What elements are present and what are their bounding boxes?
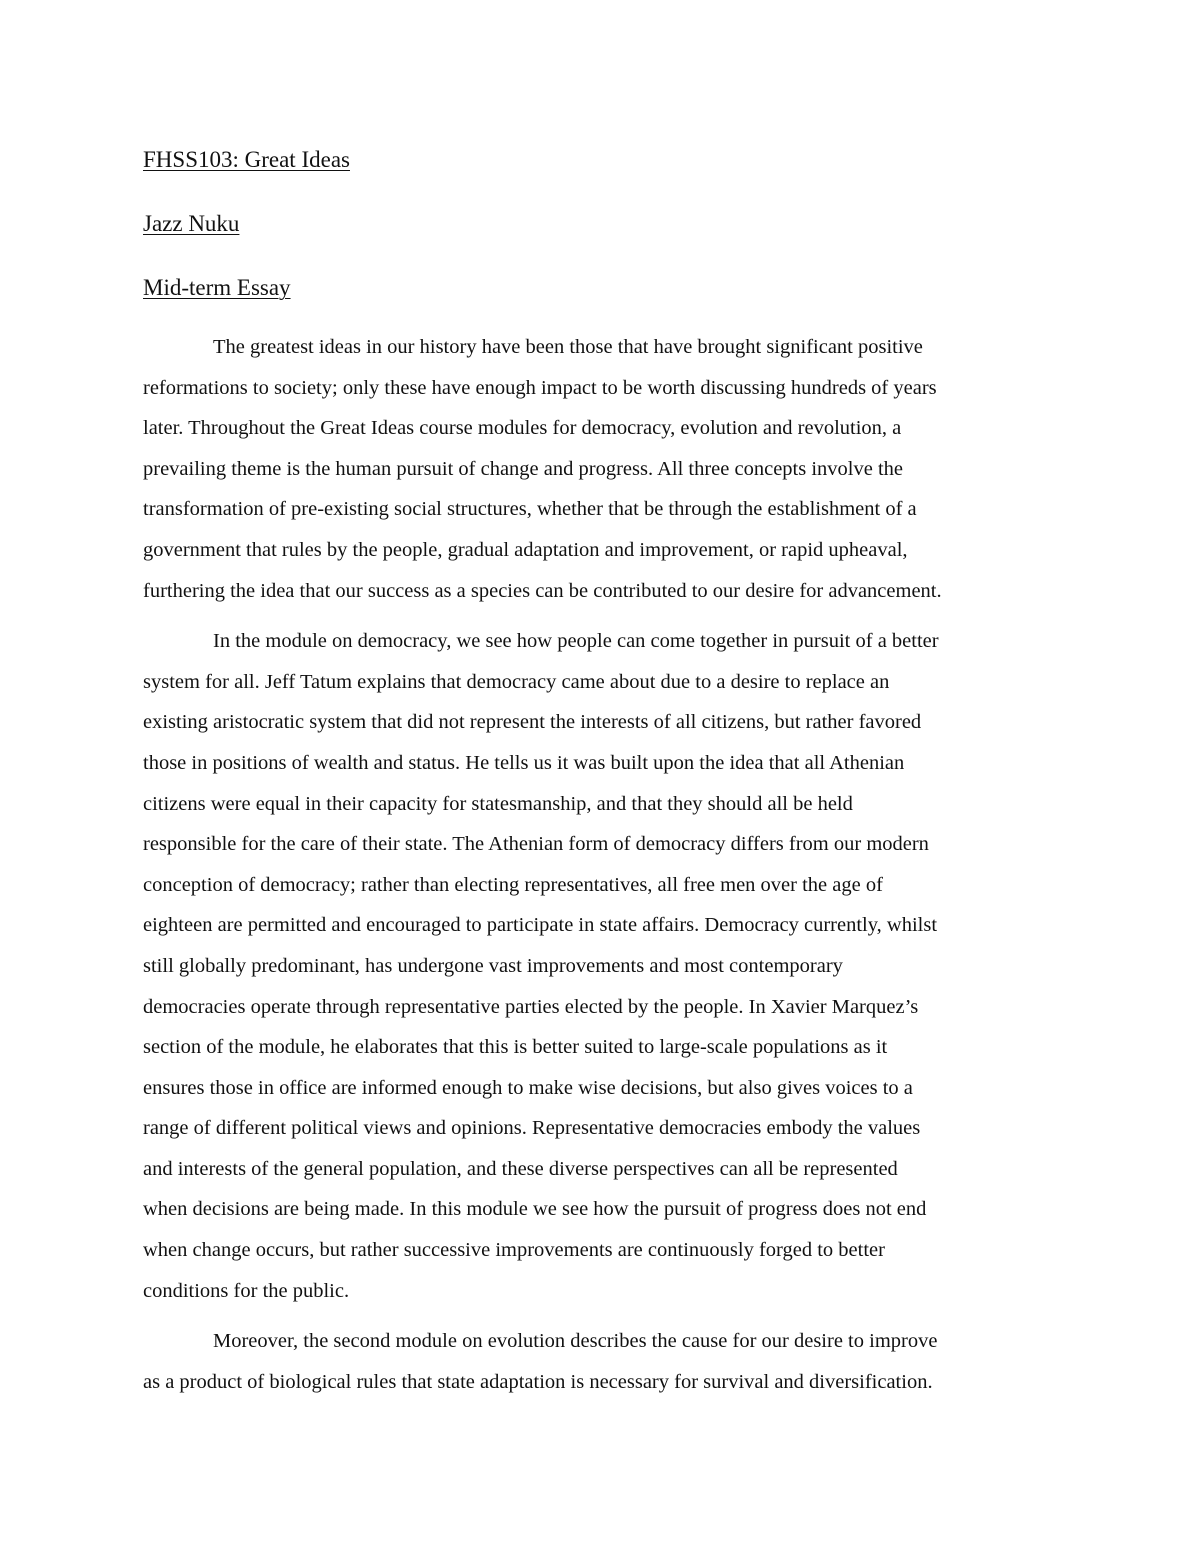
text-line: as a product of biological rules that state adaptation is necessary for survival and diversification. — [143, 1370, 933, 1393]
essay-body — [143, 333, 1063, 1408]
text-line: furthering the idea that our success as a species can be contributed to our desire for advancement. — [143, 579, 942, 602]
text-line: existing aristocratic system that did not represent the interests of all citizens, but rather favored — [143, 711, 922, 734]
text-line: those in positions of wealth and status. He tells us it was built upon the idea that all Athenian — [143, 751, 905, 774]
text-line: and interests of the general population, and these diverse perspectives can all be represented — [143, 1157, 898, 1180]
text-line: when decisions are being made. In this module we see how the pursuit of progress does not end — [143, 1198, 927, 1221]
text-line: Moreover, the second module on evolution describes the cause for our desire to improve — [213, 1330, 938, 1353]
text-line: citizens were equal in their capacity for statesmanship, and that they should all be held — [143, 792, 853, 815]
text-line: later. Throughout the Great Ideas course modules for democracy, evolution and revolution, a — [143, 417, 902, 440]
text-line: conditions for the public. — [143, 1279, 350, 1302]
text-line: In the module on democracy, we see how people can come together in pursuit of a better — [213, 630, 939, 653]
text-line: The greatest ideas in our history have been those that have brought significant positive — [213, 336, 923, 358]
text-line: reformations to society; only these have enough impact to be worth discussing hundreds of years — [143, 376, 937, 399]
paragraph-3 — [143, 1327, 1063, 1408]
essay-type: Mid-term Essay — [143, 275, 291, 300]
paragraph-1 — [143, 333, 1063, 617]
text-line: system for all. Jeff Tatum explains that democracy came about due to a desire to replace an — [143, 670, 890, 693]
text-line: ensures those in office are informed enough to make wise decisions, but also gives voices to a — [143, 1076, 913, 1099]
text-line: prevailing theme is the human pursuit of change and progress. All three concepts involve the — [143, 457, 904, 480]
author-name: Jazz Nuku — [143, 211, 240, 236]
text-line: democracies operate through representative parties elected by the people. In Xavier Marquez’s — [143, 995, 919, 1018]
text-line: responsible for the care of their state. The Athenian form of democracy differs from our modern — [143, 833, 929, 856]
text-line: when change occurs, but rather successive improvements are continuously forged to better — [143, 1239, 885, 1262]
paragraph-2 — [143, 627, 1063, 1317]
text-line: range of different political views and opinions. Representative democracies embody the values — [143, 1117, 921, 1140]
text-line: transformation of pre-existing social structures, whether that be through the establishment of a — [143, 498, 917, 521]
text-line: government that rules by the people, gradual adaptation and improvement, or rapid upheaval, — [143, 538, 908, 561]
text-line: conception of democracy; rather than electing representatives, all free men over the age of — [143, 873, 883, 896]
course-title: FHSS103: Great Ideas — [143, 147, 350, 172]
text-line: section of the module, he elaborates that this is better suited to large-scale populations as it — [143, 1036, 888, 1059]
text-line: eighteen are permitted and encouraged to participate in state affairs. Democracy currently, whilst — [143, 914, 938, 937]
text-line: still globally predominant, has undergone vast improvements and most contemporary — [143, 954, 843, 977]
